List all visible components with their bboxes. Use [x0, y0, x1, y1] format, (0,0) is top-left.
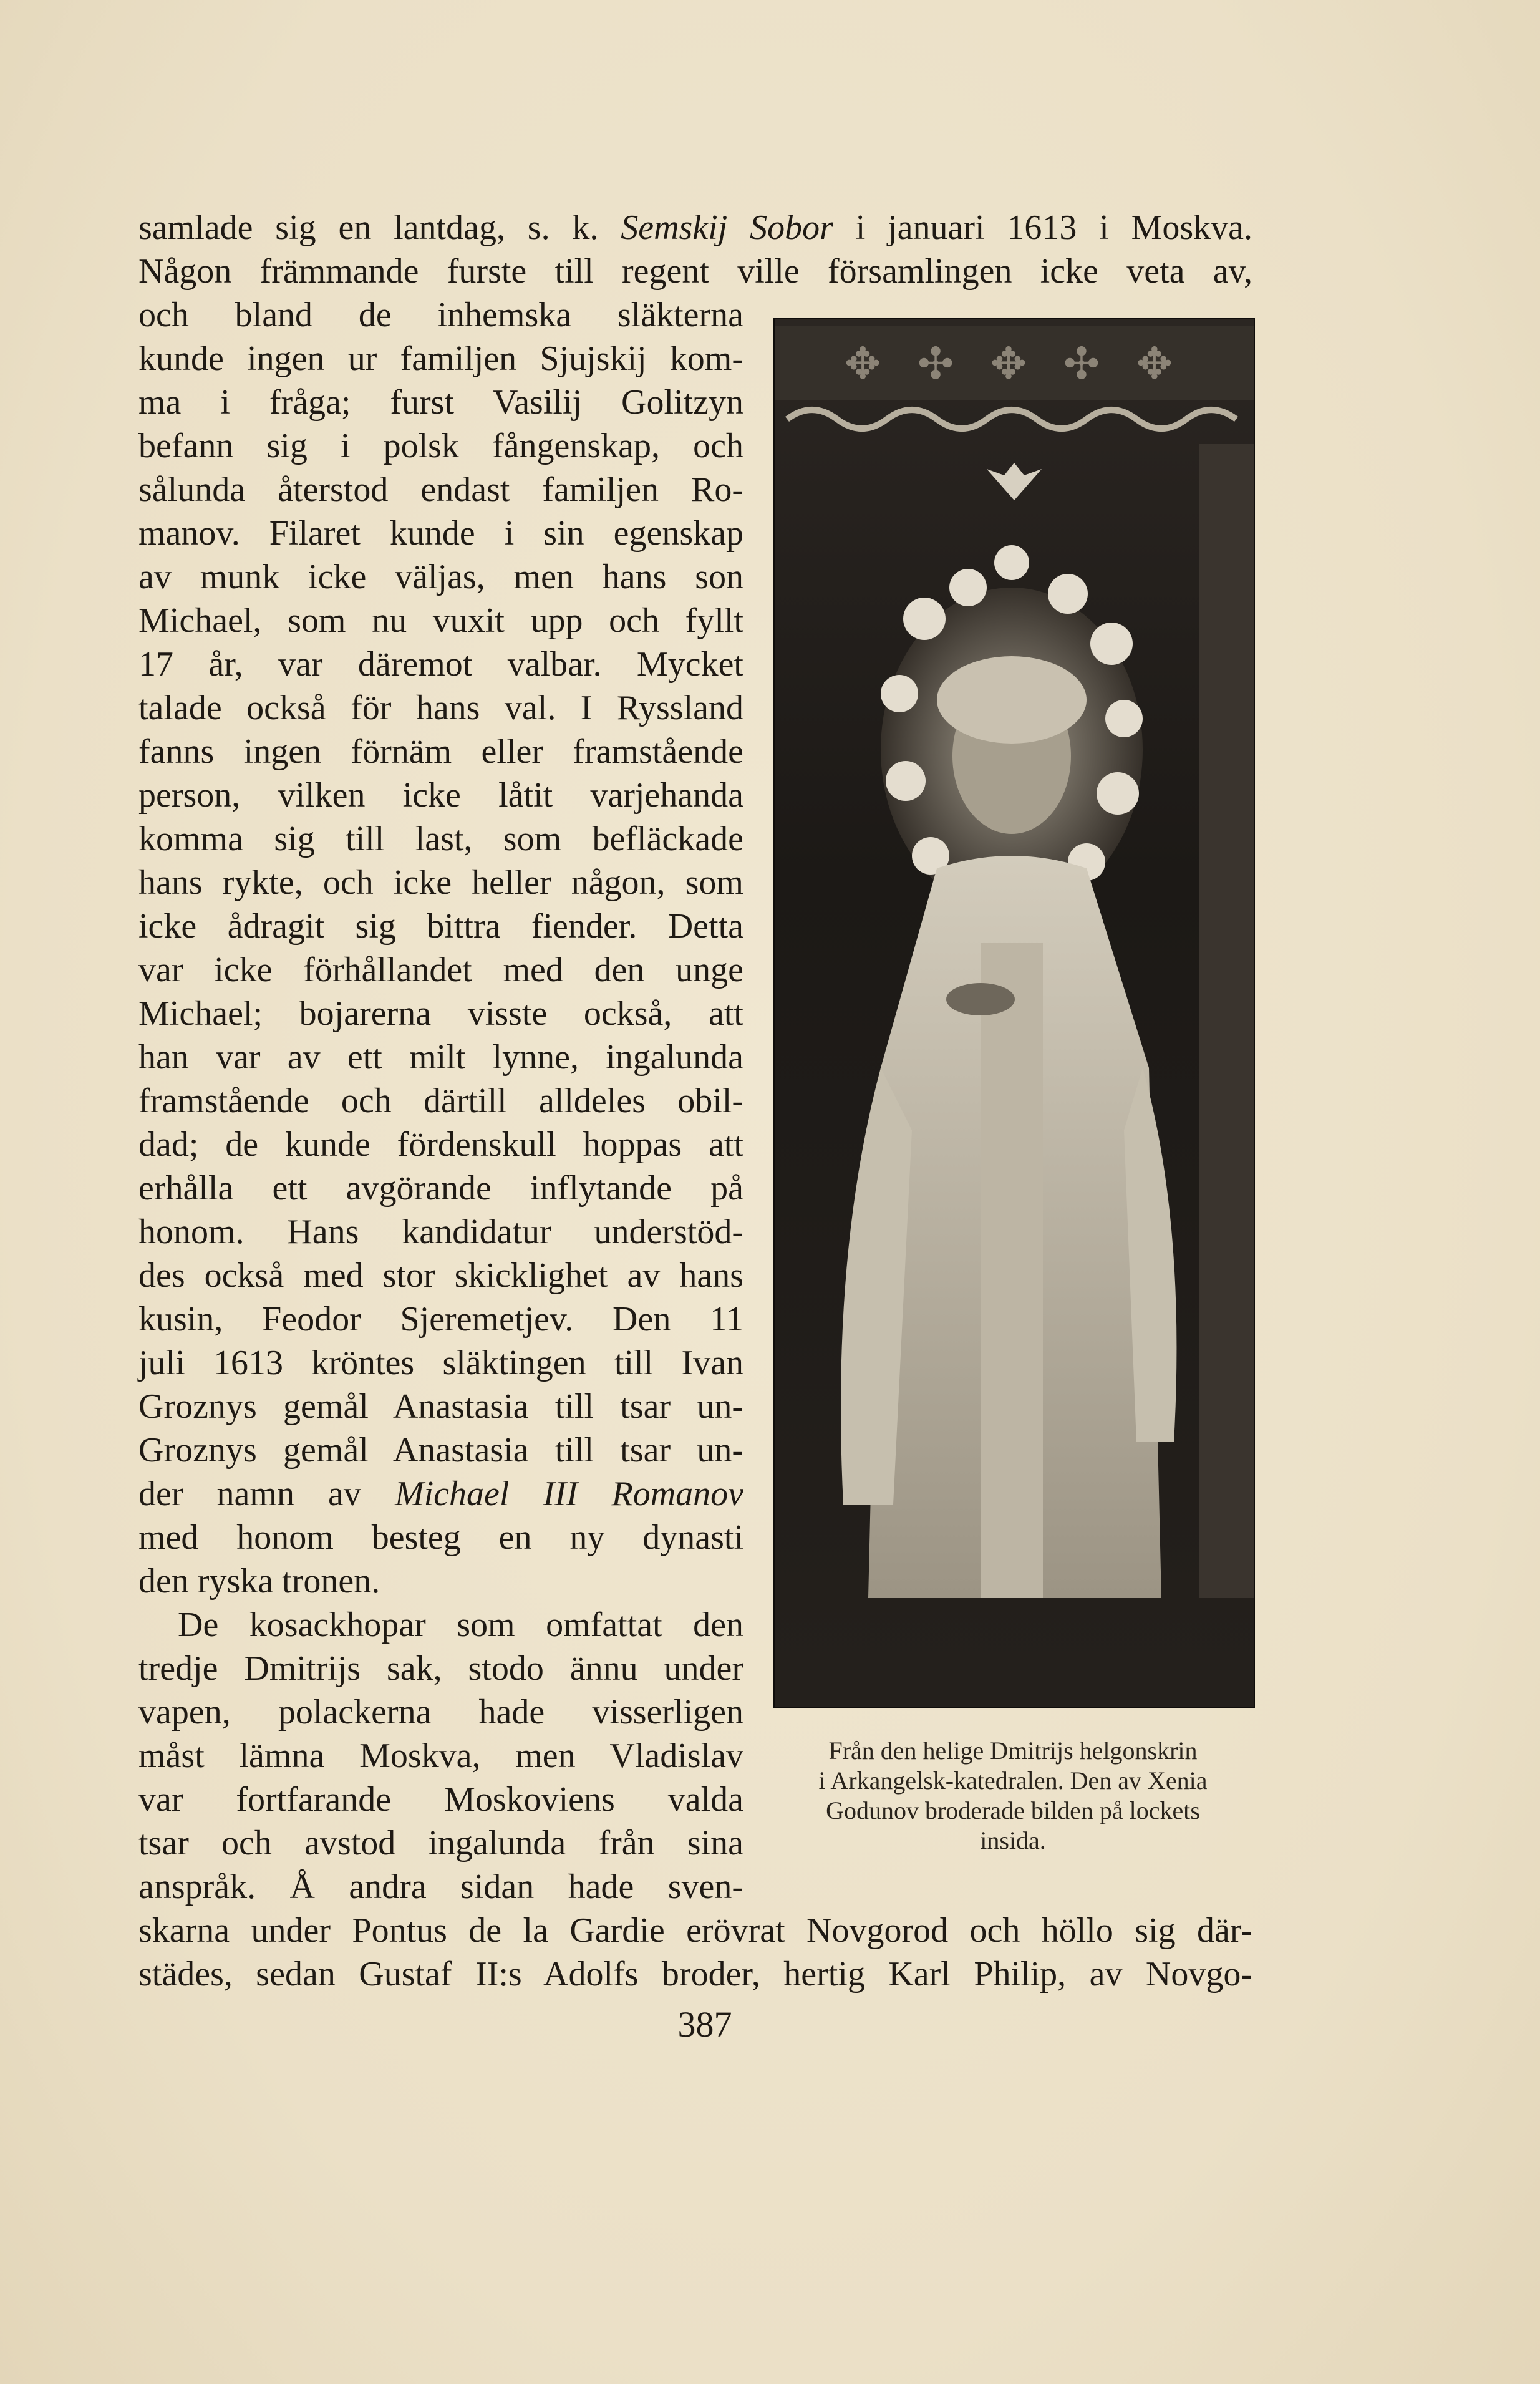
italic-term-semskij-sobor: Semskij Sobor [621, 208, 833, 247]
text-line-31: med honom besteg en ny dynasti [138, 1518, 743, 1557]
text-line-5: ma i fråga; furst Vasilij Golitzyn [138, 383, 743, 422]
shrine-illustration [775, 319, 1254, 1707]
text-line-24: honom. Hans kandidatur understöd- [138, 1213, 743, 1251]
text-line-17: icke ådragit sig bittra fiender. Detta [138, 907, 743, 946]
text-line-35: vapen, polackerna hade visserligen [138, 1693, 743, 1732]
text-line-10: Michael, som nu vuxit upp och fyllt [138, 601, 743, 640]
text-line-29: Groznys gemål Anastasia till tsar un- [138, 1431, 743, 1470]
italic-term-michael-iii: Michael III Romanov [394, 1475, 743, 1513]
text-line-18: var icke förhållandet med den unge [138, 951, 743, 989]
text-line-23: erhålla ett avgörande inflytande på [138, 1169, 743, 1208]
text-line-20: han var av ett milt lynne, ingalunda [138, 1038, 743, 1077]
text-line-21: framstående och därtill alldeles obil- [138, 1082, 743, 1120]
text-line-33: De kosackhopar som omfattat den [178, 1606, 743, 1644]
figure-caption-line-3: Godunov broderade bilden på lockets [826, 1796, 1200, 1824]
text-line-16: hans rykte, och icke heller någon, som [138, 863, 743, 902]
text-line-28: Groznys gemål Anastasia till tsar un- [138, 1387, 743, 1426]
text-line-7: sålunda återstod endast familjen Ro- [138, 470, 743, 509]
text-line-2: Någon främmande furste till regent ville församlingen icke veta av, [138, 252, 1252, 291]
text-line-30: der namn av Michael III Romanov [138, 1475, 743, 1513]
text-line-19: Michael; bojarerna visste också, att [138, 994, 743, 1033]
text-line-22: dad; de kunde fördenskull hoppas att [138, 1125, 743, 1164]
text-line-36: måst lämna Moskva, men Vladislav [138, 1737, 743, 1775]
text-line-34: tredje Dmitrijs sak, stodo ännu under [138, 1649, 743, 1688]
text-line-8: manov. Filaret kunde i sin egenskap [138, 514, 743, 553]
text-line-25: des också med stor skicklighet av hans [138, 1256, 743, 1295]
text-line-12: talade också för hans val. I Ryssland [138, 689, 743, 727]
text-line-3: och bland de inhemska släkterna [138, 296, 743, 334]
figure-caption-line-2: i Arkangelsk-katedralen. Den av Xenia [818, 1766, 1208, 1795]
shrine-photograph [773, 318, 1255, 1708]
svg-text:✥ ✣ ✥ ✣ ✥: ✥ ✣ ✥ ✣ ✥ [844, 338, 1184, 389]
page-number: 387 [677, 2004, 732, 2045]
text-line-6: befann sig i polsk fångenskap, och [138, 427, 743, 465]
text-line-41: städes, sedan Gustaf II:s Adolfs broder, hertig Karl Philip, av Novgo- [138, 1955, 1252, 1994]
text-line-27: juli 1613 kröntes släktingen till Ivan [138, 1344, 743, 1382]
text-line-13: fanns ingen förnäm eller framstående [138, 732, 743, 771]
text-line-38: tsar och avstod ingalunda från sina [138, 1824, 743, 1863]
figure-caption-line-1: Från den helige Dmitrijs helgonskrin [828, 1737, 1198, 1765]
text-line-26: kusin, Feodor Sjeremetjev. Den 11 [138, 1300, 743, 1339]
text-line-11: 17 år, var däremot valbar. Mycket [138, 645, 743, 684]
text-line-1: samlade sig en lantdag, s. k. Semskij Sobor i januari 1613 i Moskva. [138, 208, 1253, 247]
text-line-37: var fortfarande Moskoviens valda [138, 1780, 743, 1819]
text-line-9: av munk icke väljas, men hans son [138, 558, 743, 596]
text-line-40: skarna under Pontus de la Gardie erövrat Novgorod och höllo sig där- [138, 1911, 1252, 1950]
figure-caption-line-4: insida. [980, 1826, 1046, 1854]
text-line-39: anspråk. Å andra sidan hade sven- [138, 1868, 743, 1906]
text-line-14: person, vilken icke låtit varjehanda [138, 776, 743, 815]
text-line-15: komma sig till last, som befläckade [138, 820, 743, 858]
text-line-4: kunde ingen ur familjen Sjujskij kom- [138, 339, 743, 378]
text-line-32: den ryska tronen. [138, 1562, 380, 1601]
